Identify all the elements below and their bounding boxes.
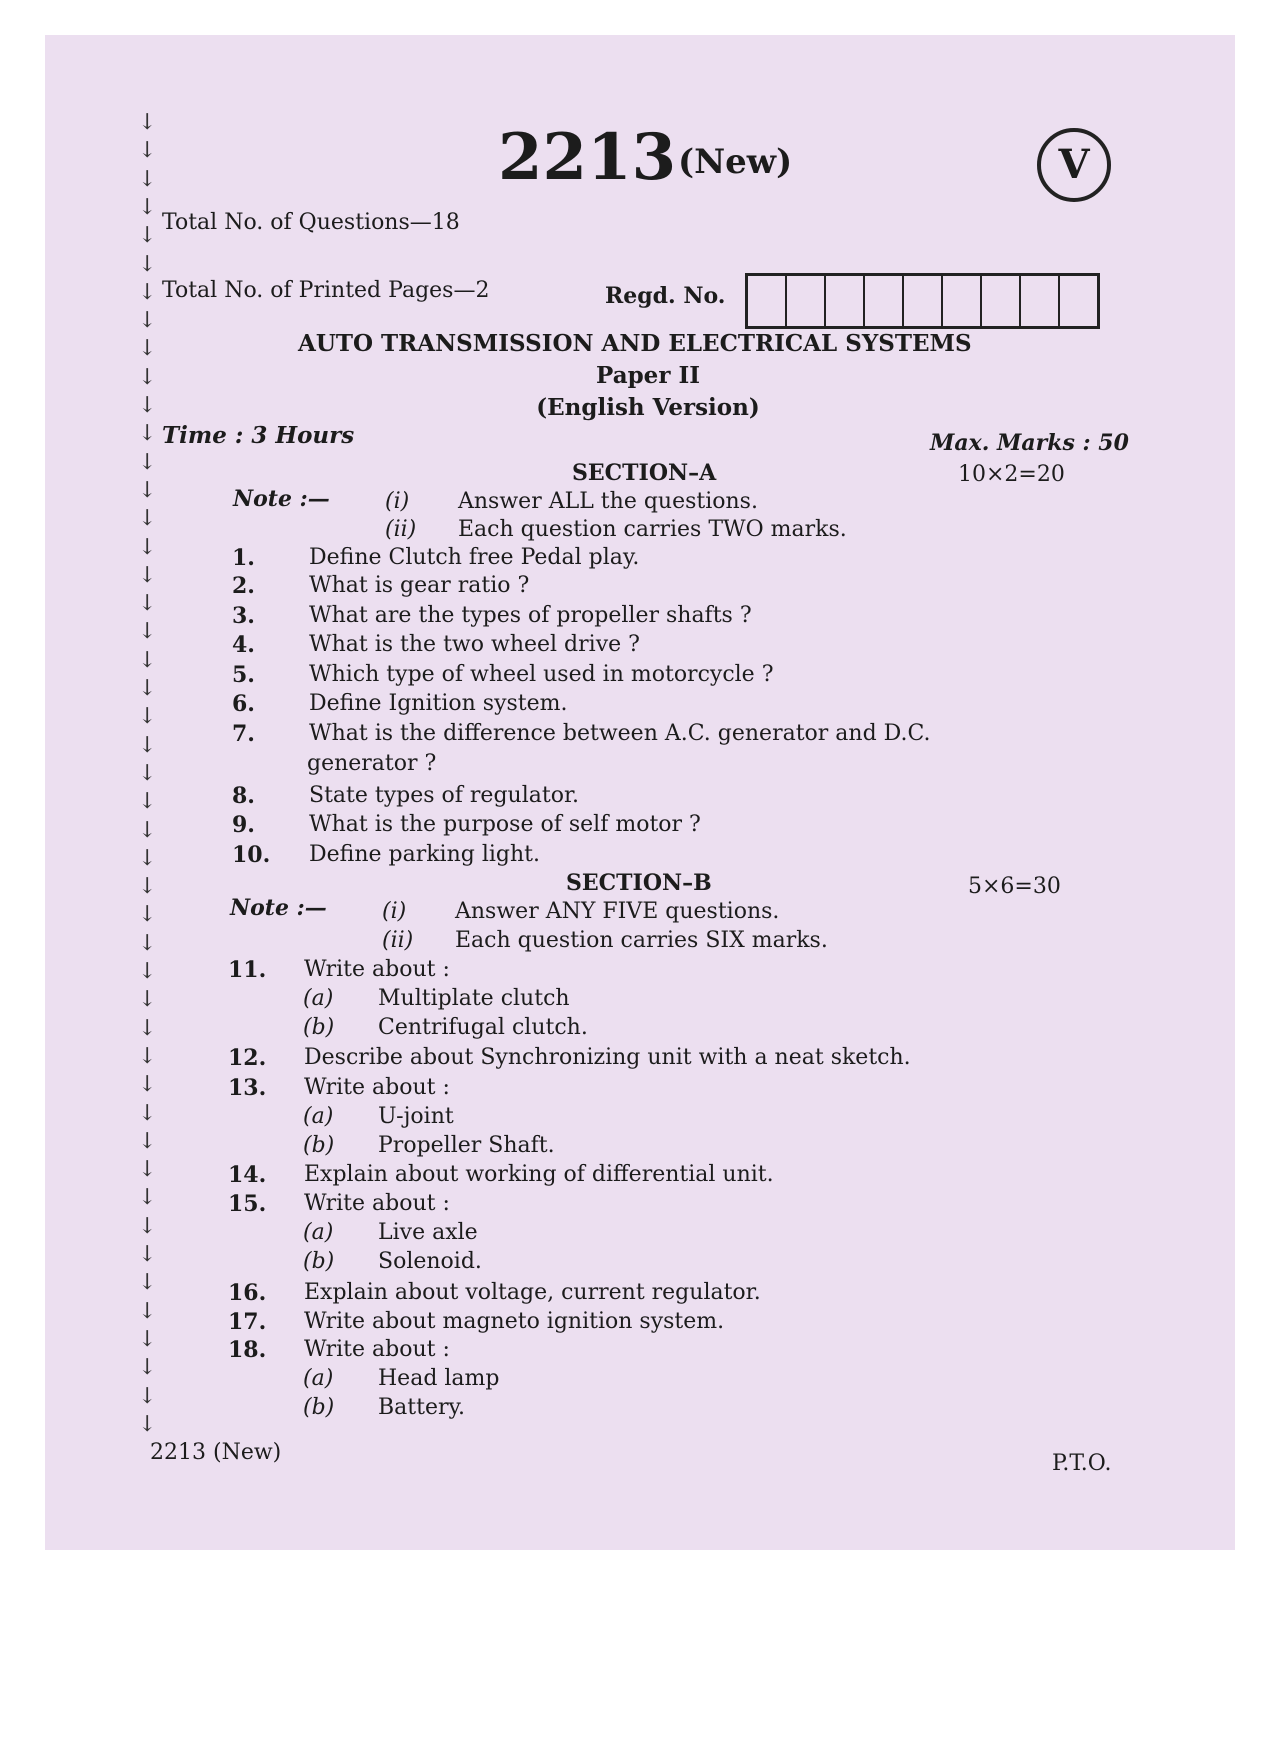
margin-arrow-icon: ↓	[138, 789, 157, 815]
section-a-title: SECTION–A	[572, 460, 717, 486]
question-number: 5.	[232, 662, 255, 688]
sub-question-text: Multiplate clutch	[378, 986, 570, 1011]
margin-arrow-icon: ↓	[138, 1072, 157, 1098]
sub-question-text: Propeller Shaft.	[378, 1133, 555, 1158]
question-text-continued: generator ?	[307, 751, 437, 776]
margin-arrow-icon: ↓	[138, 930, 157, 956]
margin-arrow-icon: ↓	[138, 421, 157, 447]
question-text: Write about :	[304, 1191, 450, 1216]
margin-arrow-icon: ↓	[138, 449, 157, 475]
margin-arrow-icon: ↓	[138, 138, 157, 164]
question-text: Explain about voltage, current regulator.	[304, 1280, 761, 1305]
total-questions: Total No. of Questions—18	[162, 210, 460, 235]
margin-arrow-icon: ↓	[138, 308, 157, 334]
section-b-note-1-num: (i)	[382, 899, 407, 924]
question-text: What are the types of propeller shafts ?	[309, 603, 752, 628]
margin-arrow-icon: ↓	[138, 647, 157, 673]
section-b-note-1-text: Answer ANY FIVE questions.	[455, 899, 780, 924]
margin-arrow-icon: ↓	[138, 562, 157, 588]
section-a-note-2-num: (ii)	[385, 517, 417, 542]
margin-arrow-icon: ↓	[138, 1043, 157, 1069]
margin-arrow-icon: ↓	[138, 845, 157, 871]
question-text: What is the two wheel drive ?	[309, 632, 640, 657]
section-b-note-2-num: (ii)	[382, 928, 414, 953]
total-pages: Total No. of Printed Pages—2	[162, 278, 490, 303]
section-b-note-label: Note :—	[230, 895, 327, 921]
question-number: 18.	[228, 1337, 267, 1363]
section-a-note-label: Note :—	[233, 486, 330, 512]
sub-question-label: (a)	[303, 986, 334, 1011]
sub-question-label: (a)	[303, 1366, 334, 1391]
question-number: 11.	[228, 957, 267, 983]
question-text: Write about :	[304, 1075, 450, 1100]
margin-arrow-icon: ↓	[138, 1015, 157, 1041]
sub-question-label: (b)	[303, 1395, 335, 1420]
margin-arrow-icon: ↓	[138, 477, 157, 503]
section-a-note-2-text: Each question carries TWO marks.	[458, 517, 847, 542]
question-number: 15.	[228, 1191, 267, 1217]
question-number: 14.	[228, 1162, 267, 1188]
section-a-note-1-num: (i)	[385, 489, 410, 514]
paper-code-suffix: (New)	[678, 142, 793, 182]
max-marks: Max. Marks : 50	[930, 430, 1129, 456]
sub-question-label: (b)	[303, 1249, 335, 1274]
regd-no-boxes	[745, 273, 1100, 329]
question-text: Define Ignition system.	[309, 691, 568, 716]
margin-arrow-icon: ↓	[138, 279, 157, 305]
margin-arrow-icon: ↓	[138, 336, 157, 362]
margin-arrow-icon: ↓	[138, 619, 157, 645]
margin-arrow-icon: ↓	[138, 110, 157, 135]
question-number: 13.	[228, 1075, 267, 1101]
regd-no-label: Regd. No.	[605, 283, 726, 309]
margin-arrow-icon: ↓	[138, 704, 157, 730]
margin-arrow-icon: ↓	[138, 1383, 157, 1409]
margin-arrow-icon: ↓	[138, 1213, 157, 1239]
time-allowed: Time : 3 Hours	[162, 422, 355, 449]
question-text: Explain about working of differential unit.	[304, 1162, 774, 1187]
margin-arrow-icon: ↓	[138, 1411, 157, 1437]
question-text: State types of regulator.	[309, 783, 580, 808]
paper-version: (English Version)	[536, 394, 760, 421]
margin-arrow-icon: ↓	[138, 1100, 157, 1126]
question-text: What is the purpose of self motor ?	[309, 812, 701, 837]
margin-arrow-icon: ↓	[138, 223, 157, 249]
margin-arrow-icon: ↓	[138, 364, 157, 390]
section-a-note-1-text: Answer ALL the questions.	[458, 489, 758, 514]
sub-question-label: (a)	[303, 1220, 334, 1245]
margin-arrow-icon: ↓	[138, 959, 157, 984]
subject-title: AUTO TRANSMISSION AND ELECTRICAL SYSTEMS	[298, 330, 972, 357]
question-number: 9.	[232, 812, 255, 838]
margin-arrow-icon: ↓	[138, 1157, 157, 1183]
margin-arrow-icon: ↓	[138, 166, 157, 192]
sub-question-text: Live axle	[378, 1220, 478, 1245]
margin-arrow-icon: ↓	[138, 732, 157, 758]
question-number: 7.	[232, 721, 255, 747]
sub-question-text: Head lamp	[378, 1366, 500, 1391]
margin-arrow-icon: ↓	[138, 506, 157, 532]
footer-pto: P.T.O.	[1052, 1451, 1112, 1476]
question-text: What is gear ratio ?	[309, 573, 530, 598]
sub-question-text: Centrifugal clutch.	[378, 1015, 588, 1040]
paper-code: 2213	[498, 120, 677, 195]
paper-number: Paper II	[596, 362, 700, 389]
margin-arrow-icon: ↓	[138, 1355, 157, 1381]
section-b-title: SECTION–B	[566, 870, 712, 896]
margin-arrow-icon: ↓	[138, 817, 157, 843]
question-text: Describe about Synchronizing unit with a neat sketch.	[304, 1045, 911, 1070]
question-number: 10.	[232, 842, 271, 868]
question-number: 1.	[232, 545, 255, 571]
margin-arrow-icon: ↓	[138, 987, 157, 1013]
margin-arrow-icon: ↓	[138, 902, 157, 928]
section-a-marks: 10×2=20	[958, 462, 1065, 487]
question-text: Define Clutch free Pedal play.	[309, 545, 640, 570]
question-text: Write about magneto ignition system.	[304, 1309, 725, 1334]
margin-arrow-icon: ↓	[138, 251, 157, 277]
footer-paper-code: 2213 (New)	[150, 1440, 282, 1465]
sub-question-label: (b)	[303, 1133, 335, 1158]
margin-arrow-icon: ↓	[138, 1298, 157, 1324]
question-text: Which type of wheel used in motorcycle ?	[309, 662, 774, 687]
question-text: What is the difference between A.C. generator and D.C.	[309, 721, 931, 746]
question-number: 12.	[228, 1045, 267, 1071]
set-letter-badge: V	[1037, 128, 1111, 202]
question-text: Write about :	[304, 1337, 450, 1362]
margin-arrow-icon: ↓	[138, 874, 157, 900]
question-number: 2.	[232, 573, 255, 599]
question-text: Write about :	[304, 957, 450, 982]
sub-question-text: U-joint	[378, 1104, 454, 1129]
question-number: 4.	[232, 632, 255, 658]
question-number: 8.	[232, 783, 255, 809]
margin-arrow-icon: ↓	[138, 676, 157, 701]
question-number: 3.	[232, 603, 255, 629]
section-b-note-2-text: Each question carries SIX marks.	[455, 928, 828, 953]
sub-question-label: (a)	[303, 1104, 334, 1129]
question-number: 17.	[228, 1309, 267, 1335]
margin-arrow-icon: ↓	[138, 194, 157, 220]
sub-question-text: Battery.	[378, 1395, 466, 1420]
sub-question-label: (b)	[303, 1015, 335, 1040]
question-number: 16.	[228, 1280, 267, 1306]
margin-arrow-icon: ↓	[138, 591, 157, 617]
section-b-marks: 5×6=30	[968, 874, 1061, 899]
margin-arrow-icon: ↓	[138, 1270, 157, 1296]
margin-arrow-icon: ↓	[138, 534, 157, 560]
question-number: 6.	[232, 691, 255, 717]
question-text: Define parking light.	[309, 842, 540, 867]
margin-arrow-icon: ↓	[138, 760, 157, 786]
margin-arrow-icon: ↓	[138, 1128, 157, 1154]
margin-arrow-icon: ↓	[138, 1242, 157, 1267]
margin-arrow-icon: ↓	[138, 1185, 157, 1211]
margin-arrow-icon: ↓	[138, 393, 157, 418]
sub-question-text: Solenoid.	[378, 1249, 482, 1274]
margin-arrow-icon: ↓	[138, 1326, 157, 1352]
